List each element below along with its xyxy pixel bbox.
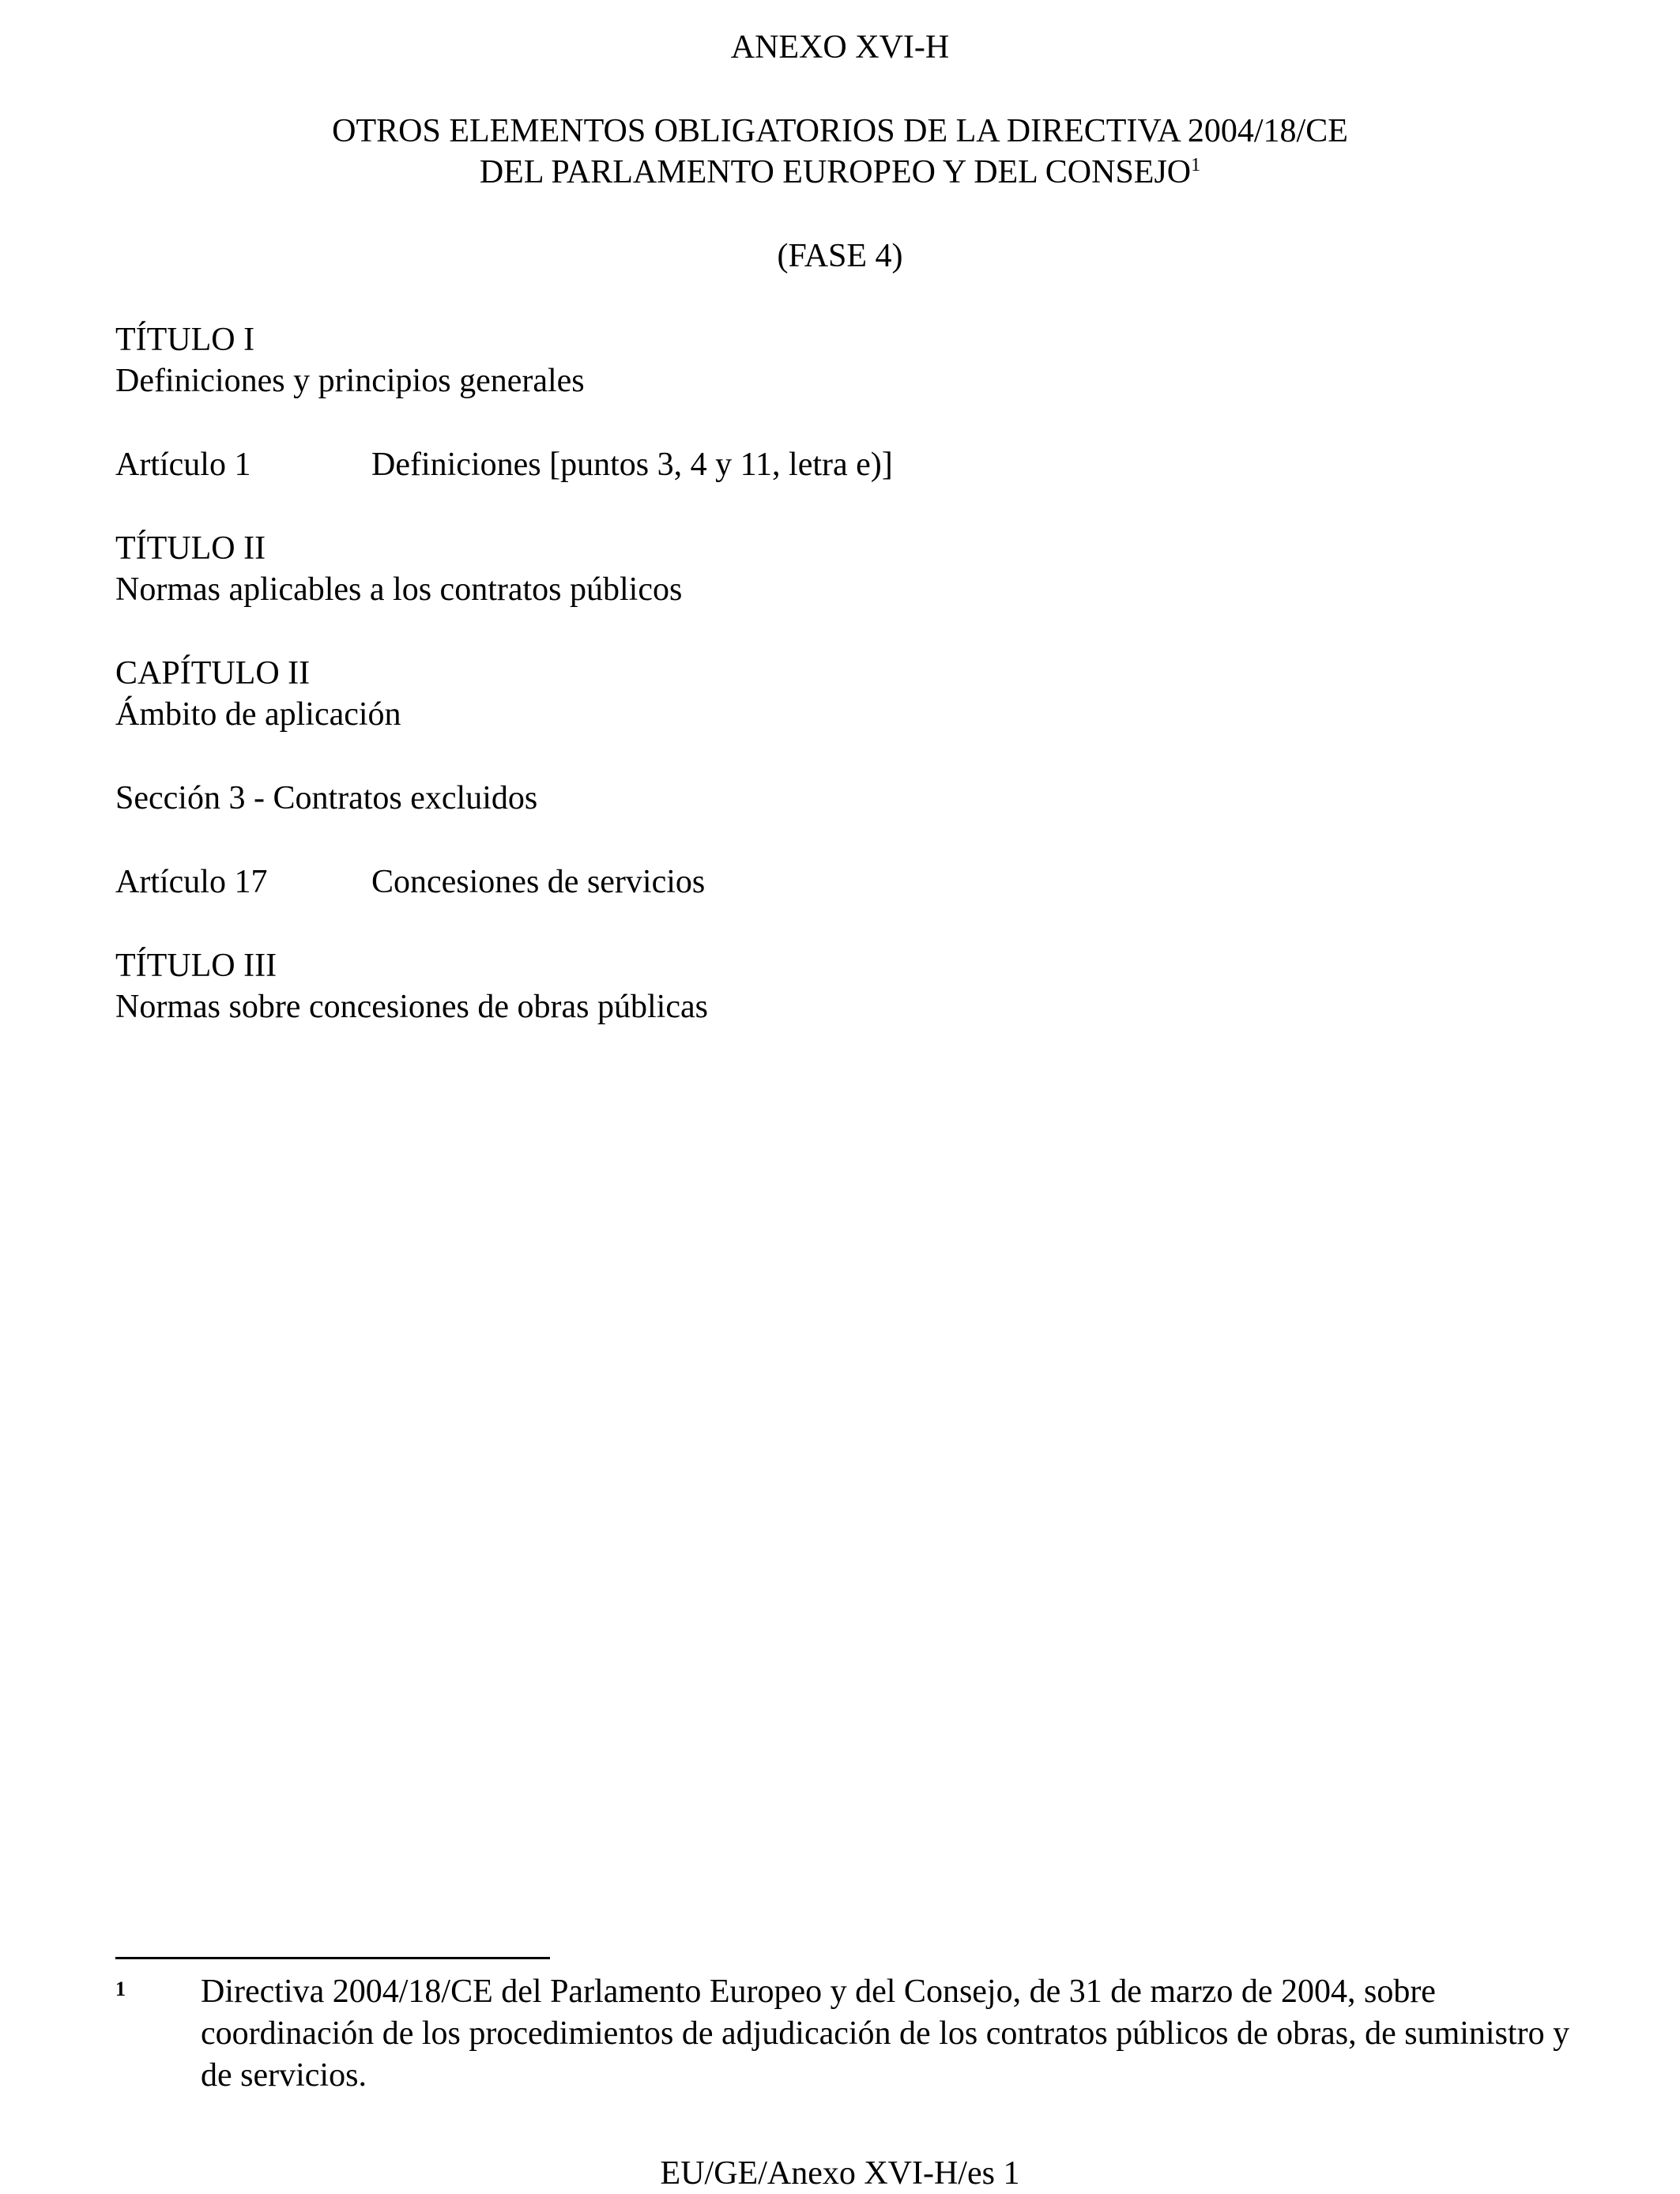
document-title-line2-text: DEL PARLAMENTO EUROPEO Y DEL CONSEJO [479,154,1192,190]
footnote-reference[interactable]: 1 [1191,155,1201,175]
articulo-1-title: Definiciones [puntos 3, 4 y 11, letra e)] [371,447,893,483]
articulo-17-title: Concesiones de servicios [371,864,706,900]
articulo-1-number: Artículo 1 [115,447,251,483]
titulo-2-heading: TÍTULO II [115,530,266,567]
titulo-1-subtitle: Definiciones y principios generales [115,363,585,399]
titulo-2-subtitle: Normas aplicables a los contratos públicos [115,571,683,608]
document-title-line2 [0,152,1680,193]
document-title-line1: OTROS ELEMENTOS OBLIGATORIOS DE LA DIRECTIVA 2004/18/CE [332,113,1348,149]
titulo-1-heading: TÍTULO I [115,322,255,358]
footnote-separator [115,1957,550,1959]
page-footer: EU/GE/Anexo XVI-H/es 1 [660,2155,1020,2192]
capitulo-2-subtitle: Ámbito de aplicación [115,696,401,733]
articulo-17-number: Artículo 17 [115,864,268,900]
seccion-3-heading: Sección 3 - Contratos excluidos [115,780,538,816]
capitulo-2-heading: CAPÍTULO II [115,655,311,692]
articulo-1-row [115,444,893,485]
annex-heading: ANEXO XVI-H [730,29,950,66]
footnote-marker: 1 [115,1977,126,2000]
titulo-3-subtitle: Normas sobre concesiones de obras públicas [115,989,708,1025]
phase-label: (FASE 4) [777,238,903,274]
articulo-17-row [115,861,705,903]
titulo-3-heading: TÍTULO III [115,948,277,984]
footnote-text: Directiva 2004/18/CE del Parlamento Europeo y del Consejo, de 31 de marzo de 2004, sobre coordinación de los procedimientos de adjudicación de los contratos públicos de obras, de suministro y de servicios. [201,1973,1570,2094]
